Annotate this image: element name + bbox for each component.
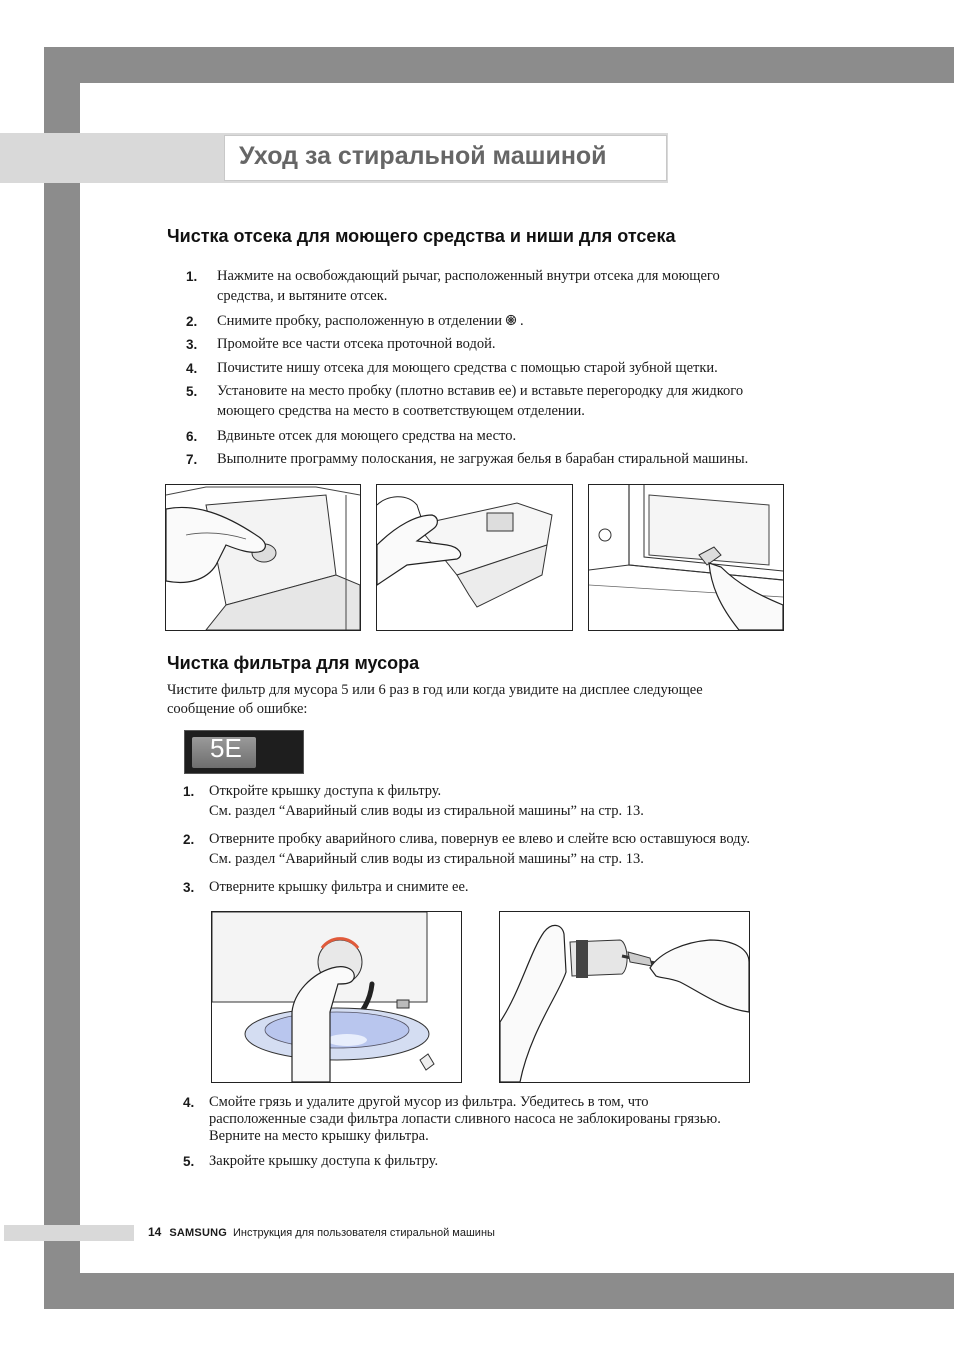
page-number: 14 <box>148 1225 162 1239</box>
footer-bar <box>4 1225 134 1241</box>
section1-heading: Чистка отсека для моющего средства и ниши для отсека <box>167 226 676 246</box>
error-code: 5E <box>210 733 242 763</box>
illustration-clean-filter <box>499 911 750 1083</box>
section2-heading: Чистка фильтра для мусора <box>167 653 420 673</box>
footer-text: Инструкция для пользователя стиральной машины <box>232 1227 495 1239</box>
page-title-box <box>224 135 667 181</box>
page-frame-top <box>44 47 954 83</box>
s2-intro-line-1: Чистите фильтр для мусора 5 или 6 раз в год или когда увидите на дисплее следующее <box>167 682 703 698</box>
page-title: Уход за стиральной машиной <box>239 142 607 170</box>
s2-intro-line-2: сообщение об ошибке: <box>167 701 308 717</box>
illustration-unscrew-filter <box>211 911 462 1083</box>
illustration-press-lever <box>165 484 361 631</box>
brand-logo: SAMSUNG <box>169 1227 227 1239</box>
footer <box>148 1225 495 1239</box>
softener-compartment-icon <box>505 314 517 326</box>
page-frame-bottom <box>44 1273 954 1309</box>
page-frame-left <box>44 47 80 1309</box>
illustration-remove-drawer <box>376 484 573 631</box>
illustration-clean-niche <box>588 484 784 631</box>
error-display <box>184 730 304 774</box>
